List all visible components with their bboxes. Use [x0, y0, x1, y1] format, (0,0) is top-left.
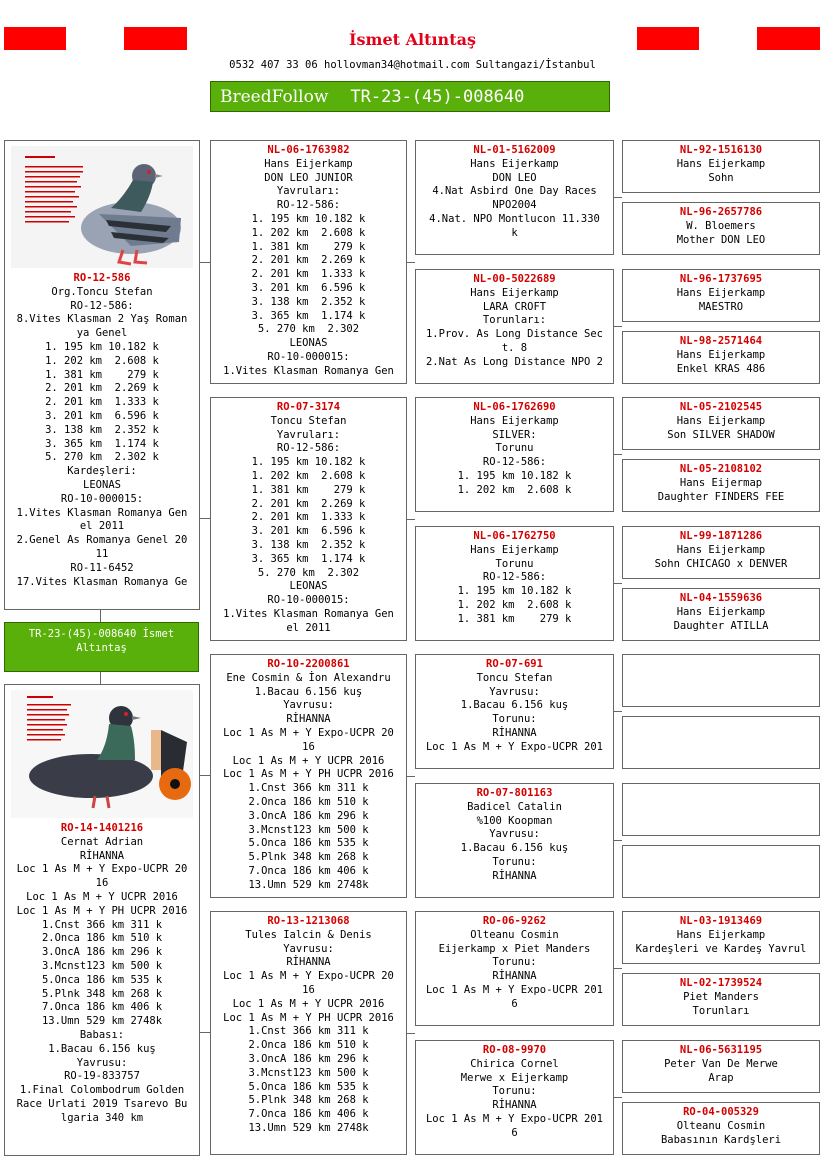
detail-line: 16 [302, 740, 315, 753]
detail-line: Torunu [495, 442, 534, 455]
detail-line: 3. 138 km 2.352 k [45, 423, 159, 436]
gen3-card[interactable] [415, 783, 614, 898]
pedigree-ring: NL-06-1762690 [473, 401, 556, 413]
detail-line: 1.Cnst 366 km 311 k [248, 1025, 369, 1038]
gen4-card[interactable] [622, 845, 820, 898]
connector-line [407, 262, 415, 263]
pedigree-ring: RO-06-9262 [482, 915, 547, 927]
detail-line: Torunları: [482, 314, 547, 327]
detail-line: DON LEO [492, 171, 537, 184]
detail-line: Yavrusu: [489, 828, 540, 841]
connector-line [200, 775, 210, 776]
pedigree-ring: RO-08-9970 [482, 1044, 547, 1056]
detail-line: 7.Onca 186 km 406 k [248, 864, 369, 877]
detail-line: 3.Mcnst123 km 500 k [248, 823, 369, 836]
page-title: İsmet Altıntaş [349, 30, 476, 49]
detail-line: 3. 201 km 6.596 k [251, 281, 366, 294]
detail-line: Peter Van De Merwe [664, 1057, 778, 1070]
detail-line: Hans Eijerkamp [676, 414, 766, 427]
detail-line: RİHANNA [492, 970, 537, 983]
gen4-card[interactable] [622, 526, 820, 579]
detail-line: 13.Umn 529 km 2748k [248, 878, 369, 891]
detail-line: Daughter FINDERS FEE [657, 490, 785, 503]
sire-details [5, 286, 199, 590]
detail-line: 5. 270 km 2.302 k [45, 451, 159, 464]
detail-line: Hans Eijerkamp [264, 157, 353, 170]
pedigree-ring: NL-06-1763982 [267, 144, 350, 156]
detail-line: 3.OncA 186 km 296 k [248, 1052, 369, 1065]
gen2-card[interactable] [210, 397, 407, 641]
gen4-card[interactable] [622, 588, 820, 641]
pedigree-ring: NL-05-2102545 [679, 401, 763, 413]
pedigree-ring: RO-04-005329 [683, 1106, 759, 1118]
breedfollow-banner[interactable] [210, 81, 610, 112]
detail-line: LEONAS [289, 580, 328, 593]
detail-line: 3.Mcnst123 km 500 k [248, 1066, 369, 1079]
detail-line: 1. 195 km 10.182 k [457, 469, 572, 482]
detail-line: Hans Eijerkamp [676, 348, 766, 361]
detail-line: 6 [511, 1126, 518, 1139]
detail-line: RO-12-586: [482, 456, 547, 469]
detail-line: Race Urlati 2019 Tsarevo Bu [16, 1097, 188, 1110]
detail-line: Sohn CHICAGO x DENVER [654, 557, 788, 570]
detail-line: 6 [511, 997, 518, 1010]
detail-line: 1. 195 km 10.182 k [251, 212, 366, 225]
detail-line: 3. 365 km 1.174 k [45, 437, 159, 450]
gen3-card[interactable] [415, 911, 614, 1026]
gen3-card[interactable] [415, 1040, 614, 1155]
pedigree-ring: NL-05-2108102 [679, 463, 763, 475]
detail-line: Yavruları: [276, 428, 341, 441]
pedigree-ring: NL-00-5022689 [473, 273, 556, 285]
gen2-card[interactable] [210, 911, 407, 1155]
detail-line: Sohn [708, 171, 734, 184]
gen4-card[interactable] [622, 459, 820, 512]
gen4-card[interactable] [622, 269, 820, 322]
dam-details [5, 836, 199, 1126]
sire-card[interactable] [4, 140, 200, 610]
detail-line: ya Genel [76, 327, 128, 340]
detail-line: Hans Eijerkamp [676, 928, 766, 941]
connector-line [200, 518, 210, 519]
connector-line [614, 454, 622, 455]
brand-label: BreedFollow [220, 86, 329, 107]
detail-line: 1. 202 km 2.608 k [457, 598, 572, 611]
detail-line: Torunu: [492, 855, 537, 868]
pedigree-ring: NL-96-2657786 [679, 206, 763, 218]
detail-line: 3. 138 km 2.352 k [251, 295, 366, 308]
detail-line: 1. 381 km 279 k [457, 612, 572, 625]
detail-line: 1.Bacau 6.156 kuş [460, 842, 569, 855]
detail-line: 1.Bacau 6.156 kuş [460, 699, 569, 712]
detail-line: Yavrusu: [283, 942, 334, 955]
detail-line: Toncu Stefan [270, 414, 347, 427]
detail-line: Kardeşleri: [67, 465, 137, 478]
detail-line: el 2011 [286, 621, 331, 634]
gen4-card[interactable] [622, 973, 820, 1026]
pigeon-photo [11, 146, 193, 268]
pedigree-ring: NL-04-1559636 [679, 592, 763, 604]
detail-line: LEONAS [289, 337, 328, 350]
detail-line: RO-11-6452 [70, 561, 134, 574]
detail-line: 1.Bacau 6.156 kuş [48, 1042, 156, 1055]
detail-line: Tules Ialcin & Denis [245, 928, 372, 941]
banner-ring: TR-23-(45)-008640 [350, 86, 525, 107]
gen4-card[interactable] [622, 202, 820, 255]
detail-line: 1.Vites Klasman Romanya Gen [223, 607, 394, 620]
detail-line: Torunu: [492, 713, 537, 726]
detail-line: Badicel Catalin [467, 800, 562, 813]
pedigree-ring: RO-07-801163 [476, 787, 553, 799]
detail-line: Enkel KRAS 486 [676, 362, 766, 375]
connector-line [407, 776, 415, 777]
detail-line: 7.Onca 186 km 406 k [248, 1108, 369, 1121]
subject-card[interactable] [4, 622, 199, 672]
detail-line: Hans Eijerkamp [676, 543, 766, 556]
detail-line: LEONAS [83, 478, 121, 491]
detail-line: Babasının Kardşleri [660, 1133, 782, 1146]
detail-line: 16 [302, 983, 315, 996]
detail-line: Loc 1 As M + Y Expo-UCPR 20 [16, 863, 188, 876]
pigeon-illustration [11, 146, 193, 268]
detail-line: Toncu Stefan [476, 671, 553, 684]
detail-line: Yavrusu: [76, 1056, 128, 1069]
detail-line: 7.Onca 186 km 406 k [41, 1001, 163, 1014]
detail-line: 4.Nat Asbird One Day Races [432, 185, 597, 198]
detail-line: Loc 1 As M + Y UCPR 2016 [232, 754, 385, 767]
gen4-card[interactable] [622, 654, 820, 707]
gen4-card[interactable] [622, 783, 820, 836]
gen4-card[interactable] [622, 1040, 820, 1093]
gen4-card[interactable] [622, 331, 820, 384]
detail-line: Hans Eijerkamp [470, 157, 559, 170]
detail-line: 1.Vites Klasman Romanya Gen [16, 506, 188, 519]
pedigree-ring: NL-03-1913469 [679, 915, 763, 927]
detail-line: 1.Bacau 6.156 kuş [254, 685, 363, 698]
connector-line [407, 519, 415, 520]
detail-line: 17.Vites Klasman Romanya Ge [16, 575, 188, 588]
detail-line: Olteanu Cosmin [676, 1119, 766, 1132]
detail-line: 1. 195 km 10.182 k [45, 340, 159, 353]
connector-line [200, 1032, 210, 1033]
detail-line: 2.Onca 186 km 510 k [41, 932, 163, 945]
connector-line [614, 326, 622, 327]
detail-line: 3.OncA 186 km 296 k [248, 809, 369, 822]
detail-line: Eijerkamp x Piet Manders [438, 942, 591, 955]
pedigree-ring: NL-98-2571464 [679, 335, 763, 347]
detail-line: 1.Vites Klasman Romanya Gen [223, 364, 394, 377]
detail-line: 2.Onca 186 km 510 k [248, 1039, 369, 1052]
detail-line: RO-12-586: [482, 571, 547, 584]
gen3-card[interactable] [415, 269, 614, 384]
detail-line: 3.OncA 186 km 296 k [41, 946, 163, 959]
detail-line: k [511, 226, 518, 239]
connector-line [100, 672, 101, 684]
detail-line: 2. 201 km 2.269 k [251, 497, 366, 510]
detail-line: 1. 381 km 279 k [251, 240, 366, 253]
pigeon-photo [11, 690, 193, 818]
contact-info: 0532 407 33 06 hollovman34@hotmail.com Sultangazi/İstanbul [229, 59, 596, 71]
detail-line: Loc 1 As M + Y Expo-UCPR 201 [425, 983, 603, 996]
detail-line: 13.Umn 529 km 2748k [248, 1121, 369, 1134]
detail-line: Loc 1 As M + Y Expo-UCPR 201 [425, 1112, 603, 1125]
detail-line: 1. 202 km 2.608 k [251, 469, 366, 482]
detail-line: Mother DON LEO [676, 233, 766, 246]
gen4-card[interactable] [622, 140, 820, 193]
detail-line: 2. 201 km 2.269 k [45, 382, 159, 395]
detail-line: 16 [95, 877, 109, 890]
detail-line: 5.Onca 186 km 535 k [248, 837, 369, 850]
detail-line: 1. 202 km 2.608 k [251, 226, 366, 239]
detail-line: 5.Onca 186 km 535 k [41, 973, 163, 986]
detail-line: RİHANNA [286, 956, 331, 969]
detail-line: 3. 201 km 6.596 k [45, 409, 159, 422]
gen2-card[interactable] [210, 654, 407, 898]
detail-line: Hans Eijerkamp [470, 414, 559, 427]
detail-line: 5.Plnk 348 km 268 k [248, 851, 369, 864]
detail-line: Olteanu Cosmin [470, 928, 559, 941]
detail-line: Loc 1 As M + Y Expo-UCPR 201 [425, 740, 603, 753]
detail-line: W. Bloemers [686, 219, 756, 232]
pedigree-ring: NL-06-1762750 [473, 530, 556, 542]
detail-line: Loc 1 As M + Y PH UCPR 2016 [16, 904, 188, 917]
connector-line [614, 968, 622, 969]
pedigree-ring: NL-06-5631195 [679, 1044, 763, 1056]
dam-card[interactable] [4, 684, 200, 1156]
detail-line: Hans Eijerkamp [470, 543, 559, 556]
gen3-card[interactable] [415, 526, 614, 641]
detail-line: Org.Toncu Stefan [51, 285, 153, 298]
detail-line: Loc 1 As M + Y UCPR 2016 [232, 997, 385, 1010]
detail-line: 1. 381 km 279 k [251, 483, 366, 496]
detail-line: Torunları [692, 1004, 750, 1017]
detail-line: 2.Onca 186 km 510 k [248, 795, 369, 808]
gen3-card[interactable] [415, 654, 614, 769]
detail-line: 3. 201 km 6.596 k [251, 525, 366, 538]
connector-line [614, 711, 622, 712]
gen4-card[interactable] [622, 911, 820, 964]
detail-line: Loc 1 As M + Y PH UCPR 2016 [223, 1011, 394, 1024]
pedigree-ring: RO-10-2200861 [267, 658, 350, 670]
detail-line: 1.Cnst 366 km 311 k [41, 918, 163, 931]
gen4-card[interactable] [622, 1102, 820, 1155]
pedigree-ring: RO-07-3174 [276, 401, 341, 413]
connector-line [614, 1097, 622, 1098]
detail-line: Hans Eijerkamp [470, 286, 559, 299]
gen3-card[interactable] [415, 397, 614, 512]
detail-line: 1. 381 km 279 k [45, 368, 159, 381]
detail-line: Torunu: [492, 956, 537, 969]
detail-line: Torunu [495, 557, 534, 570]
detail-line: 3. 365 km 1.174 k [251, 552, 366, 565]
detail-line: 2. 201 km 1.333 k [251, 268, 366, 281]
detail-line: Torunu: [492, 1085, 537, 1098]
detail-line: RİHANNA [492, 726, 537, 739]
detail-line: 1.Cnst 366 km 311 k [248, 782, 369, 795]
detail-line: Merwe x Eijerkamp [460, 1071, 569, 1084]
detail-line: RO-10-000015: [267, 350, 350, 363]
pedigree-ring: NL-02-1739524 [679, 977, 763, 989]
gen3-card[interactable] [415, 140, 614, 255]
detail-line: 11 [95, 547, 109, 560]
pedigree-ring: NL-96-1737695 [679, 273, 763, 285]
detail-line: %100 Koopman [476, 814, 553, 827]
detail-line: RİHANNA [492, 869, 537, 882]
pedigree-ring: RO-07-691 [486, 658, 543, 670]
detail-line: Hans Eijerkamp [676, 157, 766, 170]
detail-line: 5. 270 km 2.302 [257, 566, 360, 579]
detail-line: NPO2004 [492, 199, 537, 212]
detail-line: RİHANNA [286, 713, 331, 726]
detail-line: Yavrusu: [489, 685, 540, 698]
detail-line: Piet Manders [683, 990, 759, 1003]
detail-line: 5.Onca 186 km 535 k [248, 1080, 369, 1093]
detail-line: Ene Cosmin & İon Alexandru [226, 671, 391, 684]
detail-line: 5.Plnk 348 km 268 k [248, 1094, 369, 1107]
detail-line: 1. 195 km 10.182 k [457, 585, 572, 598]
detail-line: Kardeşleri ve Kardeş Yavrul [635, 942, 807, 955]
detail-line: 2.Genel As Romanya Genel 20 [16, 534, 188, 547]
detail-line: 3. 365 km 1.174 k [251, 309, 366, 322]
detail-line: SILVER: [492, 428, 537, 441]
detail-line: RİHANNA [79, 849, 125, 862]
detail-line: Loc 1 As M + Y UCPR 2016 [26, 890, 178, 903]
pedigree-ring: NL-01-5162009 [473, 144, 556, 156]
detail-line: 5.Plnk 348 km 268 k [41, 987, 163, 1000]
detail-line: 2. 201 km 2.269 k [251, 254, 366, 267]
detail-line: Chirica Cornel [470, 1057, 559, 1070]
pedigree-ring: RO-14-1401216 [60, 822, 144, 834]
connector-line [614, 197, 622, 198]
detail-line: 1. 202 km 2.608 k [45, 354, 159, 367]
detail-line: RO-19-833757 [64, 1070, 140, 1083]
pedigree-ring: RO-12-586 [73, 272, 131, 284]
detail-line: 5. 270 km 2.302 [257, 323, 360, 336]
detail-line: 2. 201 km 1.333 k [45, 396, 159, 409]
detail-line: 3.Mcnst123 km 500 k [41, 959, 163, 972]
detail-line: Hans Eijermap [679, 476, 763, 489]
detail-line: Loc 1 As M + Y PH UCPR 2016 [223, 768, 394, 781]
subject-owner: İsmet Altıntaş [76, 628, 175, 654]
detail-line: Hans Eijerkamp [676, 286, 766, 299]
pedigree-ring: NL-92-1516130 [679, 144, 763, 156]
connector-line [614, 840, 622, 841]
detail-line: RO-10-000015: [267, 594, 350, 607]
detail-line: Son SILVER SHADOW [667, 428, 775, 441]
detail-line: RİHANNA [492, 1099, 537, 1112]
detail-line: el 2011 [79, 520, 125, 533]
detail-line: 13.Umn 529 km 2748k [41, 1015, 163, 1028]
connector-line [614, 583, 622, 584]
detail-line: 1.Prov. As Long Distance Sec [425, 328, 603, 341]
pigeon-illustration [11, 690, 193, 818]
detail-line: RO-12-586: [276, 199, 341, 212]
detail-line: t. 8 [501, 341, 528, 354]
detail-line: RO-10-000015: [60, 492, 144, 505]
detail-line: LARA CROFT [482, 300, 547, 313]
detail-line: lgaria 340 km [60, 1111, 144, 1124]
pedigree-ring: RO-13-1213068 [267, 915, 350, 927]
gen2-card[interactable] [210, 140, 407, 384]
detail-line: MAESTRO [698, 300, 744, 313]
connector-line [200, 262, 210, 263]
connector-line [407, 1033, 415, 1034]
connector-line [100, 610, 101, 622]
detail-line: 3. 138 km 2.352 k [251, 538, 366, 551]
detail-line: Yavrusu: [283, 699, 334, 712]
detail-line: 2.Nat As Long Distance NPO 2 [425, 355, 603, 368]
detail-line: Arap [708, 1071, 734, 1084]
detail-line: Yavruları: [276, 185, 341, 198]
detail-line: 1.Final Colombodrum Golden [19, 1084, 185, 1097]
gen4-card[interactable] [622, 716, 820, 769]
detail-line: Cernat Adrian [60, 835, 144, 848]
pedigree-ring: NL-99-1871286 [679, 530, 763, 542]
detail-line: 1. 195 km 10.182 k [251, 456, 366, 469]
detail-line: 4.Nat. NPO Montlucon 11.330 [429, 212, 600, 225]
detail-line: Daughter ATILLA [673, 619, 769, 632]
detail-line: Babası: [79, 1028, 125, 1041]
detail-line: Loc 1 As M + Y Expo-UCPR 20 [223, 726, 394, 739]
detail-line: 8.Vites Klasman 2 Yaş Roman [16, 313, 188, 326]
detail-line: DON LEO JUNIOR [264, 171, 353, 184]
detail-line: 2. 201 km 1.333 k [251, 511, 366, 524]
detail-line: RO-12-586: [70, 299, 134, 312]
detail-line: 1. 202 km 2.608 k [457, 483, 572, 496]
gen4-card[interactable] [622, 397, 820, 450]
detail-line: Loc 1 As M + Y Expo-UCPR 20 [223, 970, 394, 983]
detail-line: RO-12-586: [276, 442, 341, 455]
detail-line: Hans Eijerkamp [676, 605, 766, 618]
subject-ring: TR-23-(45)-008640 [28, 628, 137, 640]
